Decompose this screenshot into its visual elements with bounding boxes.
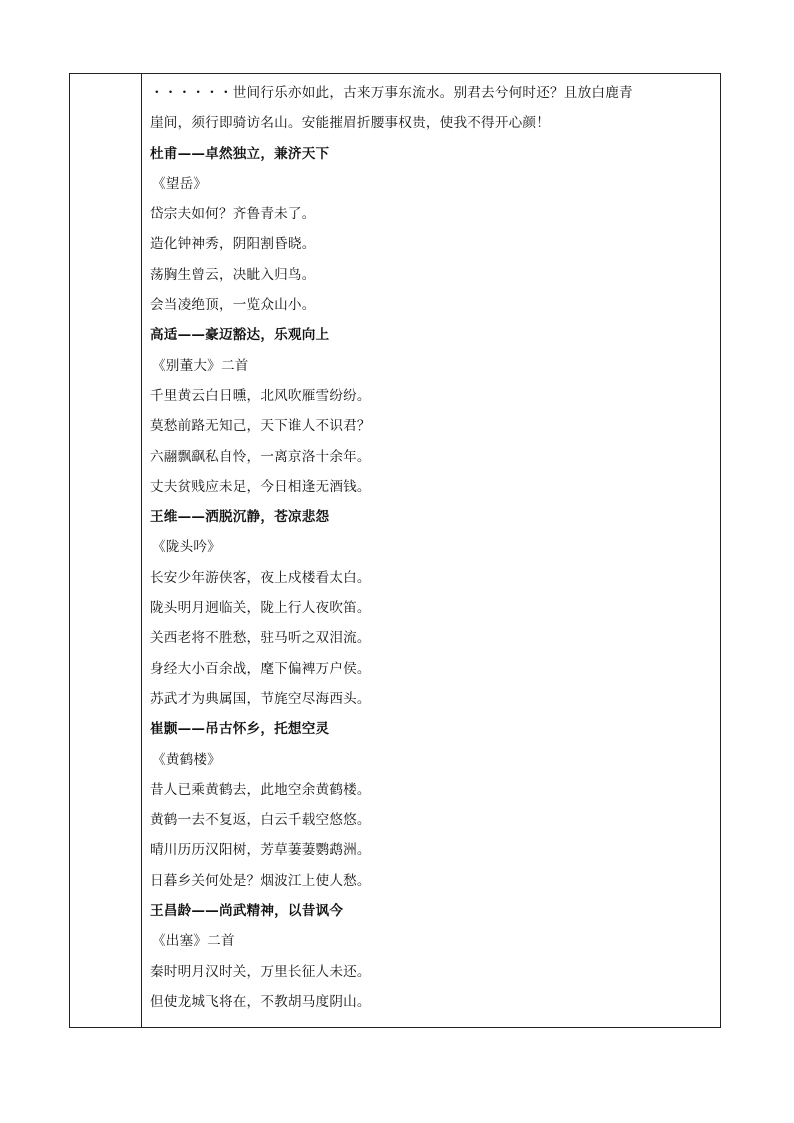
poem-line: 莫愁前路无知己，天下谁人不识君？ bbox=[150, 418, 371, 435]
poem-line: 昔人已乘黄鹤去，此地空余黄鹤楼。 bbox=[150, 781, 371, 798]
poem-line: 关西老将不胜愁，驻马听之双泪流。 bbox=[150, 630, 371, 647]
section-heading: 王昌龄——尚武精神，以昔讽今 bbox=[150, 903, 344, 920]
poem-line: 岱宗夫如何？齐鲁青未了。 bbox=[150, 206, 316, 223]
table-content-column bbox=[142, 74, 720, 1027]
table-left-column bbox=[70, 74, 142, 1027]
poem-title: 《黄鹤楼》 bbox=[152, 751, 221, 768]
text-line: ・・・・・・世间行乐亦如此，古来万事东流水。别君去兮何时还？且放白鹿青 bbox=[150, 85, 633, 101]
section-heading: 崔颢——吊古怀乡，托想空灵 bbox=[150, 721, 330, 738]
poem-line: 会当凌绝顶，一览众山小。 bbox=[150, 297, 316, 314]
section-heading: 王维——洒脱沉静，苍凉悲怨 bbox=[150, 509, 330, 526]
poem-line: 黄鹤一去不复返，白云千载空悠悠。 bbox=[150, 812, 371, 829]
poem-line: 日暮乡关何处是？烟波江上使人愁。 bbox=[150, 872, 371, 889]
poem-line: 荡胸生曾云，决眦入归鸟。 bbox=[150, 266, 316, 283]
poem-title: 《出塞》二首 bbox=[152, 933, 235, 950]
section-heading: 杜甫——卓然独立，兼济天下 bbox=[150, 145, 330, 162]
poem-line: 陇头明月迥临关，陇上行人夜吹笛。 bbox=[150, 600, 371, 617]
poem-line: 长安少年游侠客，夜上戍楼看太白。 bbox=[150, 569, 371, 586]
poem-line: 苏武才为典属国，节旄空尽海西头。 bbox=[150, 690, 371, 707]
poem-line: 造化钟神秀，阴阳割昏晓。 bbox=[150, 236, 316, 253]
text-line: 崖间，须行即骑访名山。安能摧眉折腰事权贵，使我不得开心颜！ bbox=[150, 115, 551, 132]
poem-title: 《陇头吟》 bbox=[152, 539, 221, 556]
poem-line: 但使龙城飞将在，不教胡马度阴山。 bbox=[150, 993, 371, 1010]
poem-title: 《别董大》二首 bbox=[152, 357, 249, 374]
document-table bbox=[69, 73, 721, 1028]
poem-line: 身经大小百余战，麾下偏裨万户侯。 bbox=[150, 660, 371, 677]
poem-line: 秦时明月汉时关，万里长征人未还。 bbox=[150, 963, 371, 980]
poem-line: 丈夫贫贱应未足，今日相逢无酒钱。 bbox=[150, 478, 371, 495]
poem-line: 晴川历历汉阳树，芳草萋萋鹦鹉洲。 bbox=[150, 842, 371, 859]
poem-line: 六翮飘飖私自怜，一离京洛十余年。 bbox=[150, 448, 371, 465]
poem-title: 《望岳》 bbox=[152, 175, 208, 192]
section-heading: 高适——豪迈豁达，乐观向上 bbox=[150, 327, 330, 344]
poem-line: 千里黄云白日曛，北风吹雁雪纷纷。 bbox=[150, 387, 371, 404]
